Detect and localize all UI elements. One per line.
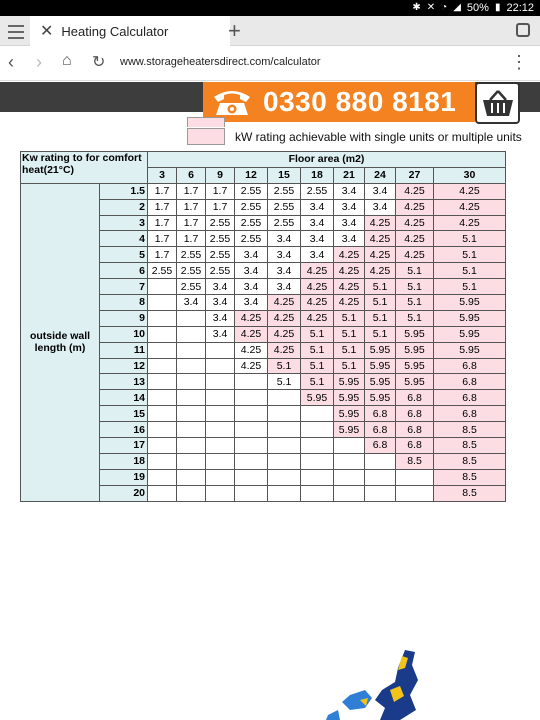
floor-area-header: 21	[334, 167, 365, 183]
kw-cell: 3.4	[334, 215, 365, 231]
kw-cell: 3.4	[365, 199, 396, 215]
kw-cell	[268, 469, 301, 485]
kw-cell	[177, 326, 206, 342]
wall-length-header: 17	[100, 438, 148, 454]
kw-cell: 3.4	[235, 263, 268, 279]
kw-cell: 4.25	[396, 199, 434, 215]
kw-cell: 1.7	[148, 199, 177, 215]
kw-cell: 5.1	[301, 342, 334, 358]
kw-cell: 1.7	[206, 199, 235, 215]
wall-length-header: 8	[100, 295, 148, 311]
kw-cell	[148, 406, 177, 422]
kw-cell: 4.25	[301, 310, 334, 326]
home-icon[interactable]: ⌂	[62, 52, 72, 69]
floor-area-header: 3	[148, 167, 177, 183]
wall-length-header: 3	[100, 215, 148, 231]
kw-cell: 4.25	[301, 279, 334, 295]
kw-cell	[206, 358, 235, 374]
kw-cell: 1.7	[148, 215, 177, 231]
reload-icon[interactable]: ↻	[92, 54, 106, 71]
floor-area-header: 18	[301, 167, 334, 183]
kw-cell	[268, 390, 301, 406]
kw-cell	[301, 422, 334, 438]
kw-cell: 6.8	[434, 358, 506, 374]
kw-cell	[148, 485, 177, 501]
kw-cell: 5.1	[334, 326, 365, 342]
kw-cell: 8.5	[396, 453, 434, 469]
kw-cell	[177, 422, 206, 438]
kw-cell: 5.1	[434, 231, 506, 247]
kw-cell: 5.95	[434, 295, 506, 311]
kw-cell: 2.55	[177, 263, 206, 279]
kw-cell	[334, 469, 365, 485]
kw-cell: 5.1	[396, 263, 434, 279]
kw-cell: 4.25	[235, 342, 268, 358]
battery-icon: ▮	[494, 2, 501, 13]
kw-cell: 5.95	[301, 390, 334, 406]
kw-cell: 4.25	[396, 231, 434, 247]
kw-cell	[177, 374, 206, 390]
clock: 22:12	[506, 2, 534, 14]
kw-cell	[268, 438, 301, 454]
kw-cell: 3.4	[206, 310, 235, 326]
kw-cell: 5.95	[396, 326, 434, 342]
kw-cell: 5.95	[396, 342, 434, 358]
phone-number: 0330 880 8181	[263, 86, 457, 117]
kw-cell: 2.55	[235, 183, 268, 199]
kw-cell	[206, 422, 235, 438]
kw-cell	[177, 406, 206, 422]
legend-swatch-multi	[187, 128, 225, 145]
kw-cell: 3.4	[235, 295, 268, 311]
wall-length-header: 14	[100, 390, 148, 406]
kw-cell	[177, 453, 206, 469]
wall-length-header: 6	[100, 263, 148, 279]
kw-cell: 5.95	[365, 358, 396, 374]
kw-cell	[235, 406, 268, 422]
kw-cell: 3.4	[235, 247, 268, 263]
kw-cell: 4.25	[235, 310, 268, 326]
kw-cell	[148, 342, 177, 358]
kw-cell	[365, 485, 396, 501]
kw-cell: 3.4	[301, 231, 334, 247]
kw-cell: 5.1	[334, 342, 365, 358]
table-header-row	[21, 152, 506, 168]
kw-cell: 4.25	[365, 215, 396, 231]
kw-cell: 3.4	[334, 231, 365, 247]
tab-switcher-icon[interactable]	[516, 23, 530, 37]
kw-cell: 5.95	[334, 422, 365, 438]
floor-area-header: 27	[396, 167, 434, 183]
kw-cell	[235, 453, 268, 469]
kw-cell: 4.25	[301, 295, 334, 311]
kw-cell: 4.25	[396, 183, 434, 199]
kw-cell: 2.55	[235, 231, 268, 247]
kw-cell	[148, 310, 177, 326]
wall-length-header: 15	[100, 406, 148, 422]
kw-cell: 6.8	[365, 422, 396, 438]
bluetooth-icon: ✱	[412, 2, 421, 13]
kw-cell: 2.55	[268, 199, 301, 215]
wall-length-header: 18	[100, 453, 148, 469]
kw-cell: 5.95	[365, 374, 396, 390]
wall-length-header: 2	[100, 199, 148, 215]
wall-length-header: 20	[100, 485, 148, 501]
wall-length-header: 10	[100, 326, 148, 342]
legend-multi-text: kW rating achievable with single units or multiple units	[235, 130, 522, 144]
back-icon[interactable]: ‹	[8, 52, 14, 72]
kw-cell: 5.1	[301, 326, 334, 342]
wall-length-header: 9	[100, 310, 148, 326]
kw-cell: 4.25	[334, 247, 365, 263]
kw-cell: 3.4	[206, 295, 235, 311]
floor-area-label: Floor area (m2)	[148, 152, 506, 168]
kw-cell	[206, 438, 235, 454]
kw-cell: 8.5	[434, 469, 506, 485]
floor-area-header: 6	[177, 167, 206, 183]
floor-area-header: 15	[268, 167, 301, 183]
kw-cell: 4.25	[334, 295, 365, 311]
kw-cell: 5.1	[396, 295, 434, 311]
kw-cell: 5.1	[268, 358, 301, 374]
kw-cell	[365, 453, 396, 469]
kw-cell	[235, 374, 268, 390]
kw-cell: 4.25	[365, 263, 396, 279]
kw-cell: 2.55	[268, 215, 301, 231]
kw-cell	[301, 453, 334, 469]
battery-level: 50%	[466, 2, 489, 14]
wall-length-header: 16	[100, 422, 148, 438]
kw-cell: 3.4	[206, 279, 235, 295]
kw-cell: 3.4	[206, 326, 235, 342]
kw-cell	[235, 438, 268, 454]
kw-cell	[235, 485, 268, 501]
kw-cell: 4.25	[396, 215, 434, 231]
kw-cell	[268, 422, 301, 438]
kw-cell: 2.55	[177, 247, 206, 263]
floor-area-header: 30	[434, 167, 506, 183]
kw-cell	[148, 390, 177, 406]
kw-cell	[206, 485, 235, 501]
kw-cell	[177, 310, 206, 326]
kw-cell: 6.8	[434, 390, 506, 406]
kw-cell: 2.55	[206, 231, 235, 247]
corner-label: Kw rating to for comfort heat(21°C)	[21, 152, 148, 184]
wall-length-header: 19	[100, 469, 148, 485]
address-bar	[0, 47, 540, 81]
kw-cell: 4.25	[268, 342, 301, 358]
kw-cell: 5.1	[365, 326, 396, 342]
kw-cell	[301, 406, 334, 422]
kw-cell	[148, 422, 177, 438]
kw-cell: 4.25	[268, 310, 301, 326]
kw-cell: 3.4	[268, 247, 301, 263]
kw-cell	[365, 469, 396, 485]
kw-cell: 5.95	[396, 358, 434, 374]
kw-cell: 3.4	[301, 199, 334, 215]
kw-cell: 4.25	[301, 263, 334, 279]
kw-cell: 8.5	[434, 453, 506, 469]
kw-cell	[206, 406, 235, 422]
kw-cell: 1.7	[177, 215, 206, 231]
kw-cell: 8.5	[434, 485, 506, 501]
kw-cell	[235, 422, 268, 438]
floor-area-header: 12	[235, 167, 268, 183]
kw-cell: 6.8	[396, 406, 434, 422]
phone-icon	[211, 87, 253, 117]
kw-cell	[268, 406, 301, 422]
kw-cell: 8.5	[434, 422, 506, 438]
tab-title: Heating Calculator	[61, 23, 169, 39]
kw-cell: 5.1	[434, 279, 506, 295]
kw-cell: 5.95	[434, 326, 506, 342]
kw-cell	[206, 469, 235, 485]
kw-cell	[268, 485, 301, 501]
kw-cell: 4.25	[434, 199, 506, 215]
kw-cell: 3.4	[334, 199, 365, 215]
kw-cell	[148, 326, 177, 342]
more-options-icon[interactable]: ⋮	[510, 52, 528, 72]
kw-cell: 4.25	[235, 358, 268, 374]
kw-cell: 5.95	[334, 390, 365, 406]
kw-cell: 1.7	[177, 199, 206, 215]
kw-cell: 2.55	[235, 199, 268, 215]
kw-cell: 2.55	[177, 279, 206, 295]
kw-cell	[334, 453, 365, 469]
kw-cell: 3.4	[268, 263, 301, 279]
kw-cell: 5.1	[334, 310, 365, 326]
kw-cell: 5.1	[301, 374, 334, 390]
kw-cell	[177, 390, 206, 406]
status-bar	[0, 0, 540, 16]
outside-wall-label: outside wall length (m)	[21, 183, 100, 501]
kw-cell: 3.4	[235, 279, 268, 295]
wall-length-header: 11	[100, 342, 148, 358]
kw-cell	[235, 469, 268, 485]
kw-cell: 4.25	[396, 247, 434, 263]
tab-bar	[0, 16, 540, 46]
kw-cell: 2.55	[206, 215, 235, 231]
kw-cell: 6.8	[365, 438, 396, 454]
kw-cell: 3.4	[268, 231, 301, 247]
kw-cell: 4.25	[365, 247, 396, 263]
wall-length-header: 1.5	[100, 183, 148, 199]
kw-cell: 3.4	[365, 183, 396, 199]
table-row	[21, 183, 506, 199]
close-tab-icon[interactable]: ✕	[40, 23, 54, 40]
kw-cell	[334, 485, 365, 501]
kw-cell	[206, 390, 235, 406]
kw-cell: 1.7	[148, 231, 177, 247]
kw-cell: 5.1	[365, 279, 396, 295]
kw-cell	[334, 438, 365, 454]
phone-banner[interactable]	[203, 82, 475, 122]
kw-cell: 5.95	[434, 342, 506, 358]
kw-cell	[396, 485, 434, 501]
kw-cell: 2.55	[268, 183, 301, 199]
kw-cell: 3.4	[334, 183, 365, 199]
kw-cell: 4.25	[334, 263, 365, 279]
kw-cell	[148, 469, 177, 485]
kw-cell: 2.55	[235, 215, 268, 231]
new-tab-icon[interactable]: +	[228, 18, 241, 43]
basket-button[interactable]	[475, 82, 520, 124]
kw-cell	[177, 438, 206, 454]
mute-icon: ✕	[426, 2, 436, 13]
kw-cell: 1.7	[148, 247, 177, 263]
wall-length-header: 12	[100, 358, 148, 374]
kw-cell	[177, 485, 206, 501]
signal-icon: ◢	[453, 2, 461, 13]
wall-length-header: 5	[100, 247, 148, 263]
kw-cell: 5.1	[268, 374, 301, 390]
tab-heating-calculator[interactable]	[30, 16, 230, 46]
kw-cell: 5.1	[396, 310, 434, 326]
kw-cell: 4.25	[434, 183, 506, 199]
kw-cell: 6.8	[434, 406, 506, 422]
kw-cell: 6.8	[365, 406, 396, 422]
kw-cell: 5.95	[334, 374, 365, 390]
kw-cell: 5.1	[365, 310, 396, 326]
floor-area-header: 24	[365, 167, 396, 183]
kw-cell	[206, 453, 235, 469]
kw-cell	[396, 469, 434, 485]
kw-cell: 2.55	[206, 247, 235, 263]
menu-icon[interactable]	[6, 21, 26, 41]
kw-cell: 1.7	[206, 183, 235, 199]
forward-icon[interactable]: ›	[36, 52, 42, 72]
kw-cell: 2.55	[148, 263, 177, 279]
legend-swatch-top	[187, 117, 225, 127]
kw-cell: 5.1	[434, 263, 506, 279]
kw-cell: 5.95	[365, 390, 396, 406]
kw-cell: 5.95	[396, 374, 434, 390]
kw-cell: 5.95	[365, 342, 396, 358]
kw-cell: 5.95	[334, 406, 365, 422]
kw-cell: 5.95	[434, 310, 506, 326]
kw-cell	[177, 342, 206, 358]
kw-cell: 5.1	[334, 358, 365, 374]
basket-icon	[480, 88, 516, 118]
wifi-icon: ◔	[441, 2, 448, 13]
kw-cell: 1.7	[177, 183, 206, 199]
kw-cell: 6.8	[396, 438, 434, 454]
kw-cell	[301, 438, 334, 454]
kw-cell	[148, 295, 177, 311]
kw-cell	[148, 453, 177, 469]
kw-cell: 1.7	[177, 231, 206, 247]
kw-cell: 3.4	[301, 247, 334, 263]
kw-cell: 4.25	[434, 215, 506, 231]
kw-cell	[268, 453, 301, 469]
wall-length-header: 4	[100, 231, 148, 247]
kw-cell: 4.25	[268, 295, 301, 311]
heating-table	[20, 151, 506, 502]
kw-cell: 6.8	[396, 390, 434, 406]
kw-cell: 2.55	[301, 183, 334, 199]
map-graphic	[320, 640, 420, 720]
kw-cell: 4.25	[235, 326, 268, 342]
kw-cell: 6.8	[434, 374, 506, 390]
kw-cell	[148, 358, 177, 374]
wall-length-header: 13	[100, 374, 148, 390]
kw-cell: 5.1	[396, 279, 434, 295]
kw-cell	[235, 390, 268, 406]
kw-cell: 4.25	[268, 326, 301, 342]
kw-cell	[148, 279, 177, 295]
wall-length-header: 7	[100, 279, 148, 295]
kw-cell: 3.4	[177, 295, 206, 311]
kw-cell: 1.7	[148, 183, 177, 199]
kw-cell: 6.8	[396, 422, 434, 438]
kw-cell: 4.25	[365, 231, 396, 247]
kw-cell	[301, 469, 334, 485]
kw-cell: 5.1	[434, 247, 506, 263]
kw-cell: 3.4	[268, 279, 301, 295]
kw-cell: 8.5	[434, 438, 506, 454]
kw-cell	[206, 342, 235, 358]
kw-cell	[301, 485, 334, 501]
kw-cell	[177, 358, 206, 374]
kw-cell: 3.4	[301, 215, 334, 231]
kw-cell: 5.1	[301, 358, 334, 374]
kw-cell	[148, 374, 177, 390]
floor-area-header: 9	[206, 167, 235, 183]
url-field[interactable]: www.storageheatersdirect.com/calculator	[120, 56, 321, 68]
kw-cell: 4.25	[334, 279, 365, 295]
kw-cell	[206, 374, 235, 390]
kw-cell	[148, 438, 177, 454]
kw-cell	[177, 469, 206, 485]
kw-cell: 5.1	[365, 295, 396, 311]
kw-cell: 2.55	[206, 263, 235, 279]
